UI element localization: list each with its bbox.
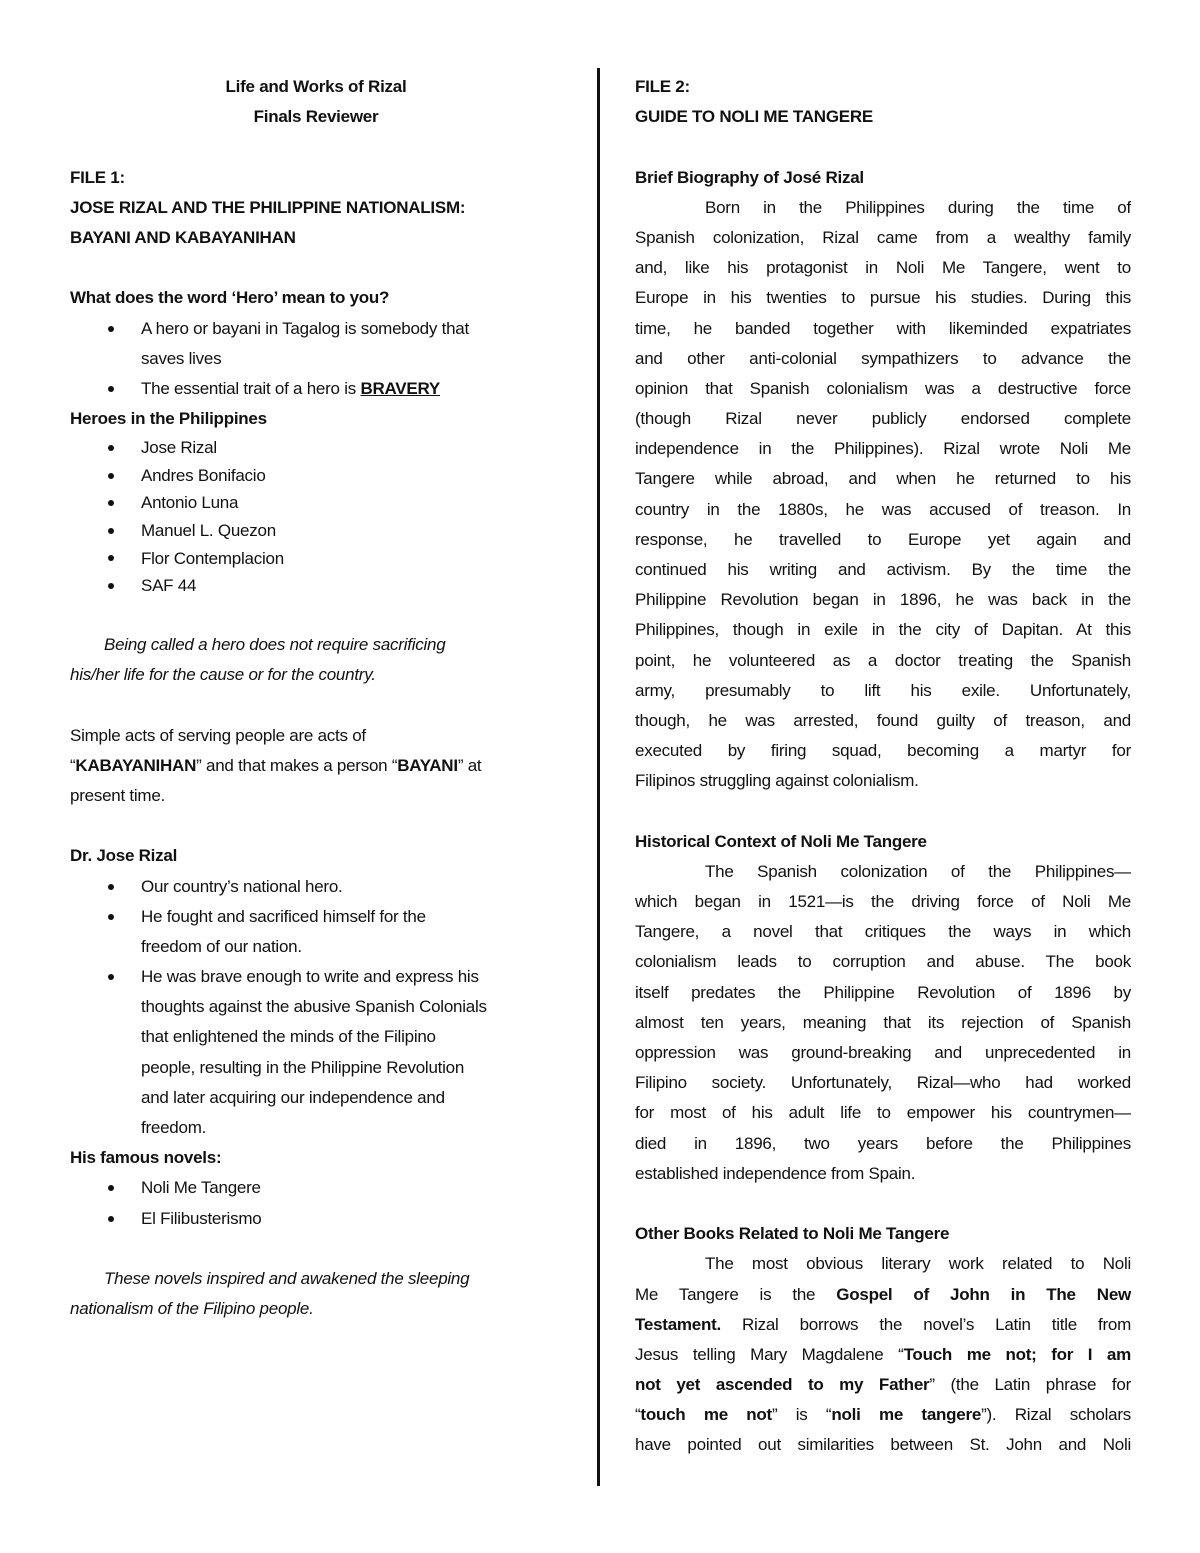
paragraph-line: Tangere while abroad, and when he returned to his	[635, 469, 1131, 489]
bullet-item: El Filibusterismo	[70, 1204, 562, 1234]
paragraph-line: point, he volunteered as a doctor treating the Spanish	[635, 650, 1131, 670]
section-heading: Historical Context of Noli Me Tangere	[635, 831, 927, 851]
paragraph-line	[635, 1340, 1131, 1370]
emphasized-text: BAYANI	[397, 755, 458, 775]
bullet-continuation: freedom of our nation.	[141, 936, 302, 956]
bullet-item: Noli Me Tangere	[70, 1173, 562, 1203]
text-segment: ”). Rizal scholars	[981, 1405, 1131, 1425]
italic-text-line: Being called a hero does not require sacrificing	[104, 635, 446, 654]
text-line: present time.	[70, 785, 166, 805]
section-heading: BAYANI AND KABAYANIHAN	[70, 227, 296, 247]
emphasized-text: touch me not	[640, 1405, 772, 1425]
bullet-item: Antonio Luna	[70, 489, 562, 517]
text-segment: Me Tangere is the	[635, 1284, 837, 1304]
bullet-item: Manuel L. Quezon	[70, 517, 562, 545]
paragraph-line: army, presumably to lift his exile. Unfortunately,	[635, 680, 1131, 700]
paragraph-line: executed by firing squad, becoming a martyr for	[635, 741, 1131, 761]
bullet-continuation: that enlightened the minds of the Filipino	[141, 1027, 436, 1047]
blank-line	[635, 797, 1131, 827]
paragraph-first-line: Born in the Philippines during the time of	[705, 197, 1131, 217]
text-segment: ” is “	[771, 1405, 832, 1425]
paragraph-line: which began in 1521—is the driving force of Noli Me	[635, 892, 1131, 912]
paragraph-line: independence in the Philippines). Rizal wrote Noli Me	[635, 439, 1131, 459]
section-heading: Other Books Related to Noli Me Tangere	[635, 1224, 950, 1244]
paragraph-line: oppression was ground-breaking and unprecedented in	[635, 1043, 1131, 1062]
paragraph-line: died in 1896, two years before the Philippines	[635, 1133, 1131, 1153]
emphasized-text: noli me tangere	[831, 1405, 982, 1425]
italic-text-line: nationalism of the Filipino people.	[70, 1299, 314, 1319]
paragraph-line: country in the 1880s, he was accused of treason. In	[635, 499, 1131, 519]
bullet-item: A hero or bayani in Tagalog is somebody that	[70, 314, 562, 344]
text-segment: ” (the Latin phrase for	[929, 1375, 1131, 1395]
paragraph-line: colonialism leads to corruption and abuse. The book	[635, 952, 1131, 972]
paragraph-first-line: The most obvious literary work related to Noli	[705, 1254, 1131, 1274]
paragraph-line	[635, 1400, 1131, 1430]
emphasized-text: Touch me not; for I am	[903, 1344, 1131, 1364]
text-segment: “	[70, 755, 76, 775]
emphasized-text: Testament.	[635, 1314, 721, 1334]
paragraph-line: Spanish colonization, Rizal came from a wealthy family	[635, 227, 1131, 247]
document-title: Life and Works of Rizal	[225, 77, 407, 96]
paragraph-line: itself predates the Philippine Revolution of 1896 by	[635, 982, 1131, 1002]
paragraph-first-line: The Spanish colonization of the Philippines—	[705, 861, 1131, 881]
section-heading: His famous novels:	[70, 1148, 222, 1168]
paragraph-line: (though Rizal never publicly endorsed complete	[635, 409, 1131, 429]
bullet-item: SAF 44	[70, 572, 562, 600]
document-title: Finals Reviewer	[253, 107, 379, 127]
paragraph-line: opinion that Spanish colonialism was a destructive force	[635, 378, 1131, 398]
text-segment: Jesus telling Mary Magdalene “	[635, 1344, 904, 1364]
paragraph-line: Philippine Revolution began in 1896, he was back in the	[635, 590, 1131, 610]
bullet-continuation: thoughts against the abusive Spanish Colonials	[141, 997, 487, 1017]
paragraph-line: for most of his adult life to empower his countrymen—	[635, 1103, 1131, 1123]
paragraph-line	[635, 1370, 1131, 1400]
paragraph-line: continued his writing and activism. By the time the	[635, 560, 1131, 579]
text-segment: “	[635, 1405, 641, 1425]
blank-line	[70, 600, 562, 630]
paragraph-line: and other anti-colonial sympathizers to advance the	[635, 348, 1131, 368]
bullet-item: Jose Rizal	[70, 434, 562, 462]
paragraph-line	[635, 1280, 1131, 1310]
text-segment: ” and that makes a person “	[196, 755, 398, 775]
section-heading: JOSE RIZAL AND THE PHILIPPINE NATIONALISM:	[70, 197, 466, 217]
bullet-item: He was brave enough to write and express his	[70, 962, 562, 992]
bullet-continuation: freedom.	[141, 1118, 207, 1137]
blank-line	[70, 1234, 562, 1264]
column-divider	[597, 68, 600, 1486]
bullet-item: He fought and sacrificed himself for the	[70, 902, 562, 932]
section-heading: Dr. Jose Rizal	[70, 846, 178, 866]
text-line: Simple acts of serving people are acts of	[70, 725, 366, 745]
bullet-item: Our country’s national hero.	[70, 872, 562, 902]
text-line: Filipinos struggling against colonialism.	[635, 771, 919, 791]
bullet-continuation: people, resulting in the Philippine Revolution	[141, 1057, 465, 1077]
section-heading: FILE 2:	[635, 77, 690, 96]
emphasized-text: KABAYANIHAN	[75, 755, 197, 775]
section-heading: Brief Biography of José Rizal	[635, 167, 864, 187]
paragraph-line: and, like his protagonist in Noli Me Tangere, went to	[635, 258, 1131, 278]
italic-text-line: his/her life for the cause or for the country.	[70, 665, 376, 685]
paragraph-line: though, he was arrested, found guilty of treason, and	[635, 710, 1131, 730]
paragraph-line: have pointed out similarities between St. John and Noli	[635, 1435, 1131, 1455]
section-heading: GUIDE TO NOLI ME TANGERE	[635, 107, 873, 127]
text-segment: ” at	[457, 755, 482, 775]
paragraph-line: Philippines, though in exile in the city of Dapitan. At this	[635, 620, 1131, 640]
paragraph-line: Europe in his twenties to pursue his studies. During this	[635, 288, 1131, 308]
emphasized-text: BRAVERY	[360, 378, 440, 398]
paragraph-line: time, he banded together with likeminded expatriates	[635, 318, 1131, 338]
bullet-continuation: and later acquiring our independence and	[141, 1087, 445, 1107]
blank-line	[70, 253, 562, 283]
emphasized-text: Gospel of John in The New	[836, 1284, 1131, 1304]
paragraph-line: Tangere, a novel that critiques the ways in which	[635, 922, 1131, 942]
emphasized-text: not yet ascended to my Father	[635, 1375, 930, 1395]
section-heading: What does the word ‘Hero’ mean to you?	[70, 288, 390, 308]
text-line	[70, 751, 562, 781]
blank-line	[70, 811, 562, 841]
text-segment: Rizal borrows the novel’s Latin title from	[721, 1314, 1131, 1334]
left-column	[70, 72, 562, 1324]
blank-line	[635, 132, 1131, 162]
bullet-item	[70, 374, 562, 404]
text-segment: The essential trait of a hero is	[141, 378, 361, 398]
bullet-continuation: saves lives	[141, 348, 222, 368]
blank-line	[635, 1189, 1131, 1219]
bullet-item: Andres Bonifacio	[70, 462, 562, 490]
bullet-item: Flor Contemplacion	[70, 545, 562, 573]
blank-line	[70, 132, 562, 162]
paragraph-line: almost ten years, meaning that its rejection of Spanish	[635, 1012, 1131, 1032]
paragraph-line: Filipino society. Unfortunately, Rizal—who had worked	[635, 1073, 1131, 1093]
paragraph-line	[635, 1310, 1131, 1340]
text-line: established independence from Spain.	[635, 1163, 916, 1183]
section-heading: Heroes in the Philippines	[70, 409, 267, 429]
paragraph-line: response, he travelled to Europe yet again and	[635, 529, 1131, 549]
right-column	[635, 72, 1131, 1461]
italic-text-line: These novels inspired and awakened the sleeping	[104, 1268, 470, 1288]
blank-line	[70, 690, 562, 720]
section-heading: FILE 1:	[70, 167, 125, 187]
